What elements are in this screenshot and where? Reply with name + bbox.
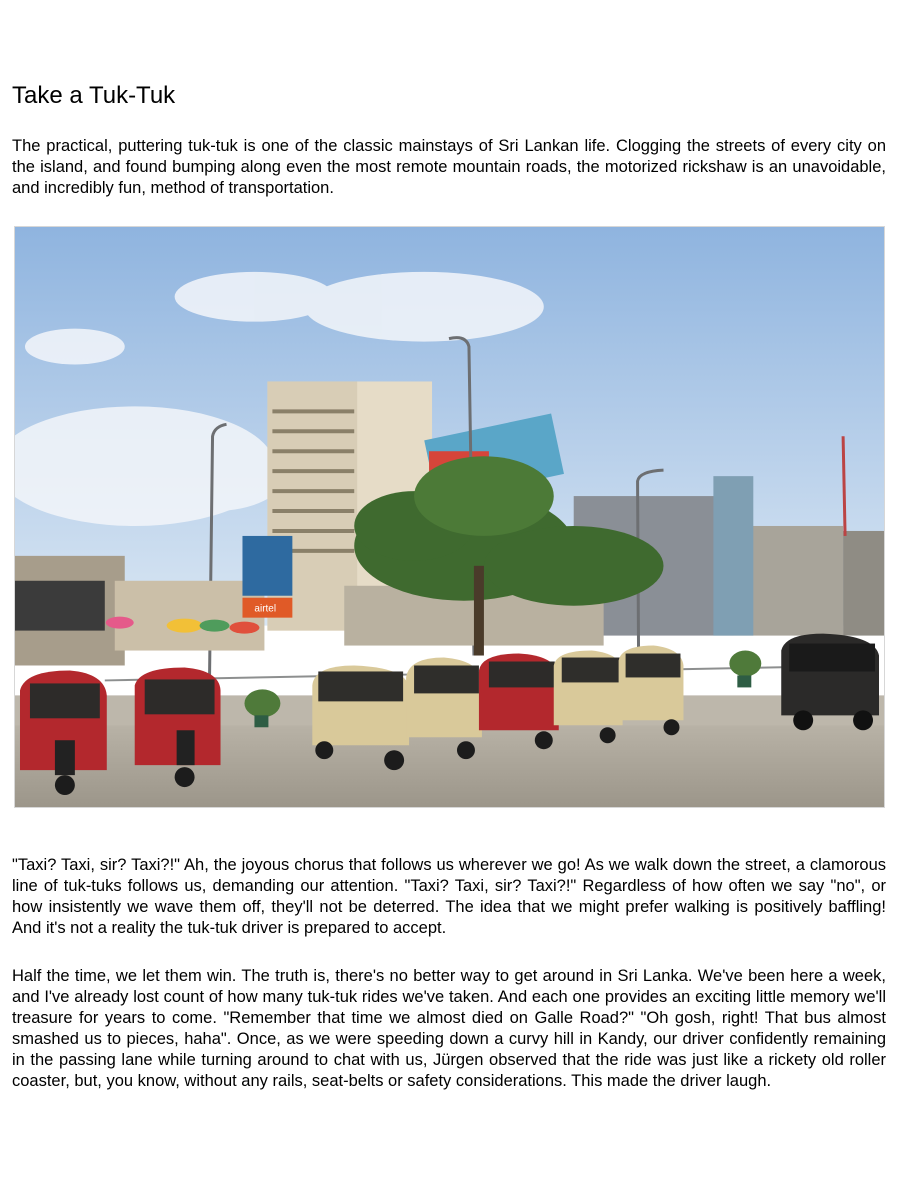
billboard-label: airtel — [254, 603, 277, 615]
tuk-tuk-rides-paragraph: Half the time, we let them win. The truth is, there's no better way to get around in Sri Lanka. We've been here a week, and I've already lost count of how many tuk-tuk rides we've taken. And each one provides an exciting little memory we'll treasure for years to come. "Remember that time we almost died on Galle Road?" "Oh gosh, right! That bus almost smashed us to pieces, haha". Once, as we were speeding down a curvy hill in Kandy, our driver confidently remaining in the passing lane while turning around to chat with us, Jürgen observed that the ride was just like a rickety old roller coaster, but, you know, without any rails, seat-belts or safety considerations. This made the driver laugh. — [12, 967, 886, 1090]
article-title: Take a Tuk-Tuk — [12, 82, 176, 109]
taxi-chorus-paragraph: "Taxi? Taxi, sir? Taxi?!" Ah, the joyous chorus that follows us wherever we go! As we walk down the street, a clamorous line of tuk-tuks follows us, demanding our attention. "Taxi? Taxi, sir? Taxi?!" Regardless of how often we say "no", or how insistently we wave them off, they'll not be deterred. The idea that we might prefer walking is positively baffling! And it's not a reality the tuk-tuk driver is prepared to accept. — [12, 856, 886, 937]
tuk-tuk-street-photo — [14, 226, 885, 808]
intro-paragraph: The practical, puttering tuk-tuk is one of the classic mainstays of Sri Lankan life. Clogging the streets of every city on the island, and found bumping along even the most remote mountain roads, the motorized rickshaw is an unavoidable, and incredibly fun, method of transportation. — [12, 137, 886, 197]
photo-illustration — [15, 227, 884, 807]
